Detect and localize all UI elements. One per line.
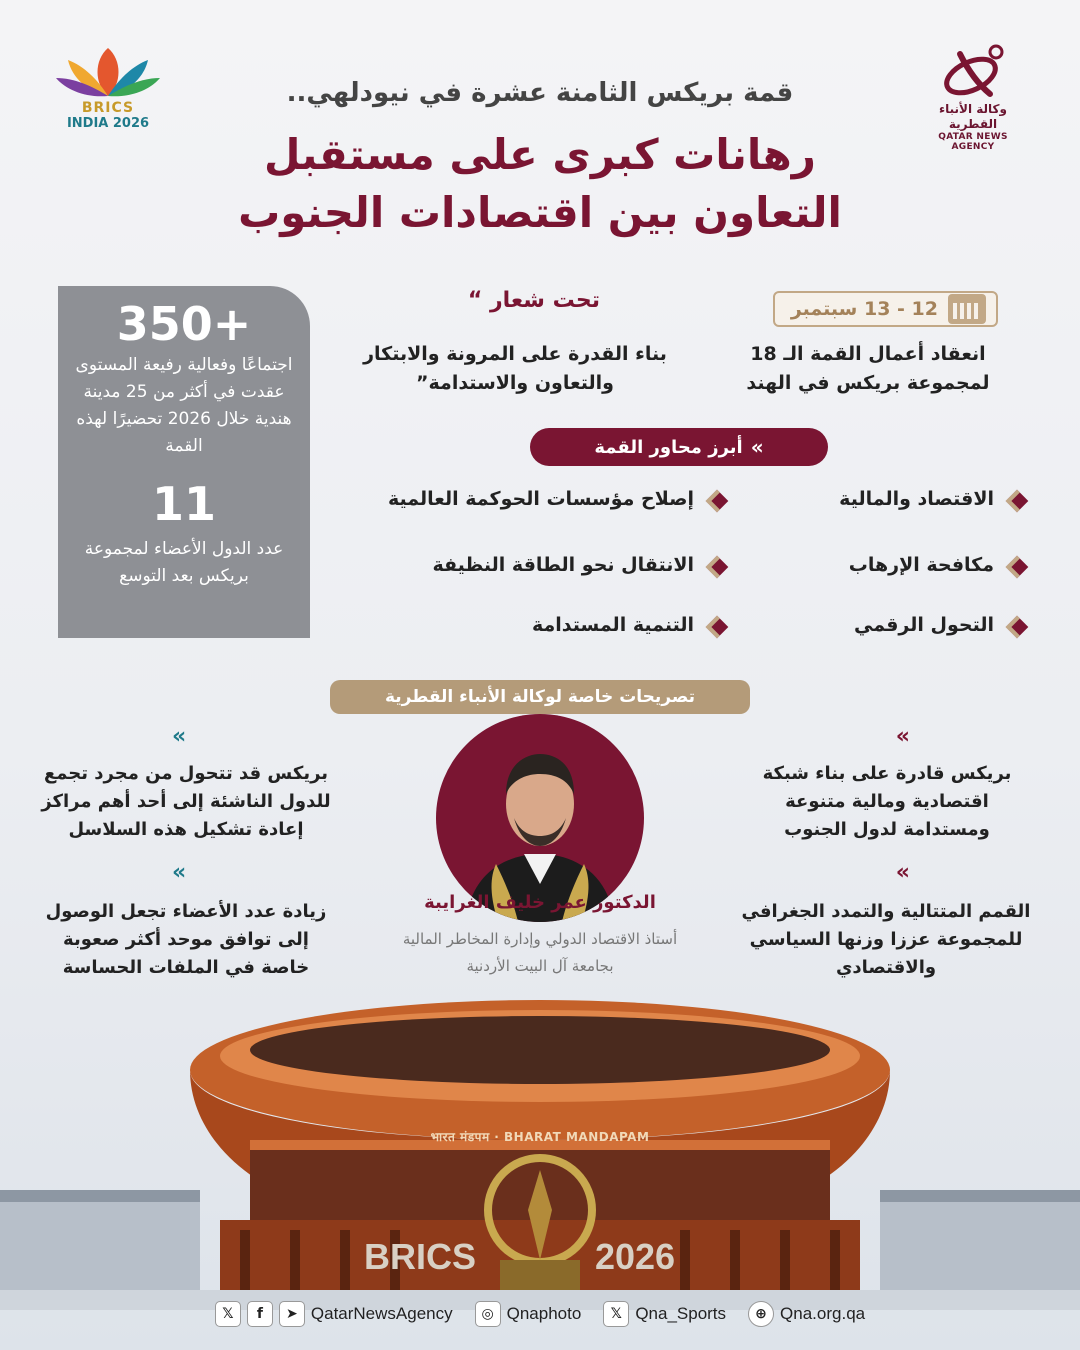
- social-website[interactable]: [748, 1301, 865, 1327]
- chevron-double-icon: »: [750, 435, 764, 459]
- qna-emblem-icon: [938, 44, 1008, 102]
- building-letters-right: 2026: [594, 1236, 676, 1277]
- slogan-text: بناء القدرة على المرونة والابتكار والتعاون والاستدامة”: [363, 343, 667, 394]
- summit-date-badge: [773, 291, 998, 327]
- social-handle-sports[interactable]: Qna_Sports: [635, 1304, 727, 1323]
- quote-icon: «: [895, 860, 910, 885]
- website-link[interactable]: Qna.org.qa: [780, 1304, 866, 1323]
- brics-india-logo: [52, 44, 164, 134]
- social-handle-photo[interactable]: Qnaphoto: [506, 1304, 582, 1323]
- qna-logo-arabic: وكالة الأنباء القطرية: [939, 102, 1007, 131]
- diamond-bullet-icon: [706, 490, 724, 508]
- axis-item-digital: التحول الرقمي: [854, 614, 1024, 636]
- social-photo[interactable]: [475, 1301, 582, 1327]
- facebook-icon[interactable]: f: [247, 1301, 273, 1327]
- globe-icon[interactable]: ⊕: [748, 1301, 774, 1327]
- axis-item-governance: إصلاح مؤسسات الحوكمة العالمية: [388, 488, 724, 510]
- diamond-bullet-icon: [706, 616, 724, 634]
- quote-icon: «: [172, 860, 187, 885]
- meetings-count: 350+: [116, 297, 252, 351]
- statement-left-1: بريكس قد تتحول من مجرد تجمع للدول الناشئة إلى أحد أهم مراكز إعادة تشكيل هذه السلاسل: [41, 763, 331, 840]
- stats-box: [58, 286, 310, 638]
- person-portrait-icon: [436, 714, 644, 922]
- kicker-headline: قمة بريكس الثامنة عشرة في نيودلهي..: [286, 78, 794, 108]
- diamond-bullet-icon: [1006, 556, 1024, 574]
- person-title: أستاذ الاقتصاد الدولي وإدارة المخاطر المالية بجامعة آل البيت الأردنية: [402, 930, 678, 975]
- slogan-label: تحت شعار “: [467, 288, 600, 313]
- social-sports[interactable]: [603, 1301, 726, 1327]
- summit-date-description: انعقاد أعمال القمة الـ 18 لمجموعة بريكس في الهند: [746, 343, 990, 394]
- lotus-icon: [54, 44, 162, 100]
- meetings-description: اجتماعًا وفعالية رفيعة المستوى عقدت في أكثر من 25 مدينة هندية خلال 2026 تحضيرًا لهذه القمة: [75, 355, 293, 456]
- statement-left-2: زيادة عدد الأعضاء تجعل الوصول إلى توافق موحد أكثر صعوبة خاصة في الملفات الحساسة: [45, 901, 327, 978]
- statement-right-1: بريكس قادرة على بناء شبكة اقتصادية ومالية متنوعة ومستدامة لدول الجنوب: [762, 763, 1012, 840]
- members-count: 11: [151, 477, 216, 531]
- building-sign: भारत मंडपम · BHARAT MANDAPAM: [430, 1130, 650, 1144]
- telegram-icon[interactable]: ➤: [279, 1301, 305, 1327]
- building-letters-left: BRICS: [363, 1236, 476, 1277]
- axis-item-sustainable: التنمية المستدامة: [532, 614, 724, 636]
- portrait: [436, 714, 644, 922]
- diamond-bullet-icon: [1006, 616, 1024, 634]
- person-name: الدكتور عمر خليف الغرايبة: [424, 892, 656, 913]
- diamond-bullet-icon: [1006, 490, 1024, 508]
- qna-logo-english: QATAR NEWS AGENCY: [938, 132, 1008, 152]
- statement-right-2: القمم المتتالية والتمدد الجغرافي للمجموعة عززا وزنها السياسي والاقتصادي: [741, 901, 1031, 978]
- summit-date: 12 - 13 سبتمبر: [790, 298, 938, 320]
- social-main[interactable]: [215, 1301, 453, 1327]
- calendar-icon: [948, 294, 986, 324]
- bharat-mandapam-building: [0, 990, 1080, 1310]
- instagram-icon[interactable]: ◎: [475, 1301, 501, 1327]
- axis-item-economy: الاقتصاد والمالية: [839, 488, 1024, 510]
- diamond-bullet-icon: [706, 556, 724, 574]
- quote-icon: «: [172, 724, 187, 749]
- quote-icon: «: [895, 724, 910, 749]
- x-icon[interactable]: 𝕏: [215, 1301, 241, 1327]
- social-handle-main[interactable]: QatarNewsAgency: [310, 1304, 453, 1323]
- main-title-line-1: رهانات كبرى على مستقبل: [264, 130, 816, 179]
- main-title-line-2: التعاون بين اقتصادات الجنوب: [238, 188, 842, 237]
- members-description: عدد الدول الأعضاء لمجموعة بريكس بعد التوسع: [84, 539, 284, 586]
- brics-logo-year: INDIA 2026: [66, 116, 150, 131]
- axes-heading: [530, 428, 828, 466]
- axis-item-counterterrorism: مكافحة الإرهاب: [849, 554, 1024, 576]
- axis-item-clean-energy: الانتقال نحو الطاقة النظيفة: [432, 554, 724, 576]
- x-icon[interactable]: 𝕏: [603, 1301, 629, 1327]
- axes-heading-label: أبرز محاور القمة: [594, 436, 743, 458]
- statements-heading: تصريحات خاصة لوكالة الأنباء القطرية: [330, 680, 750, 714]
- brics-logo-text: BRICS: [81, 100, 135, 116]
- footer-social-bar: [0, 1296, 1080, 1332]
